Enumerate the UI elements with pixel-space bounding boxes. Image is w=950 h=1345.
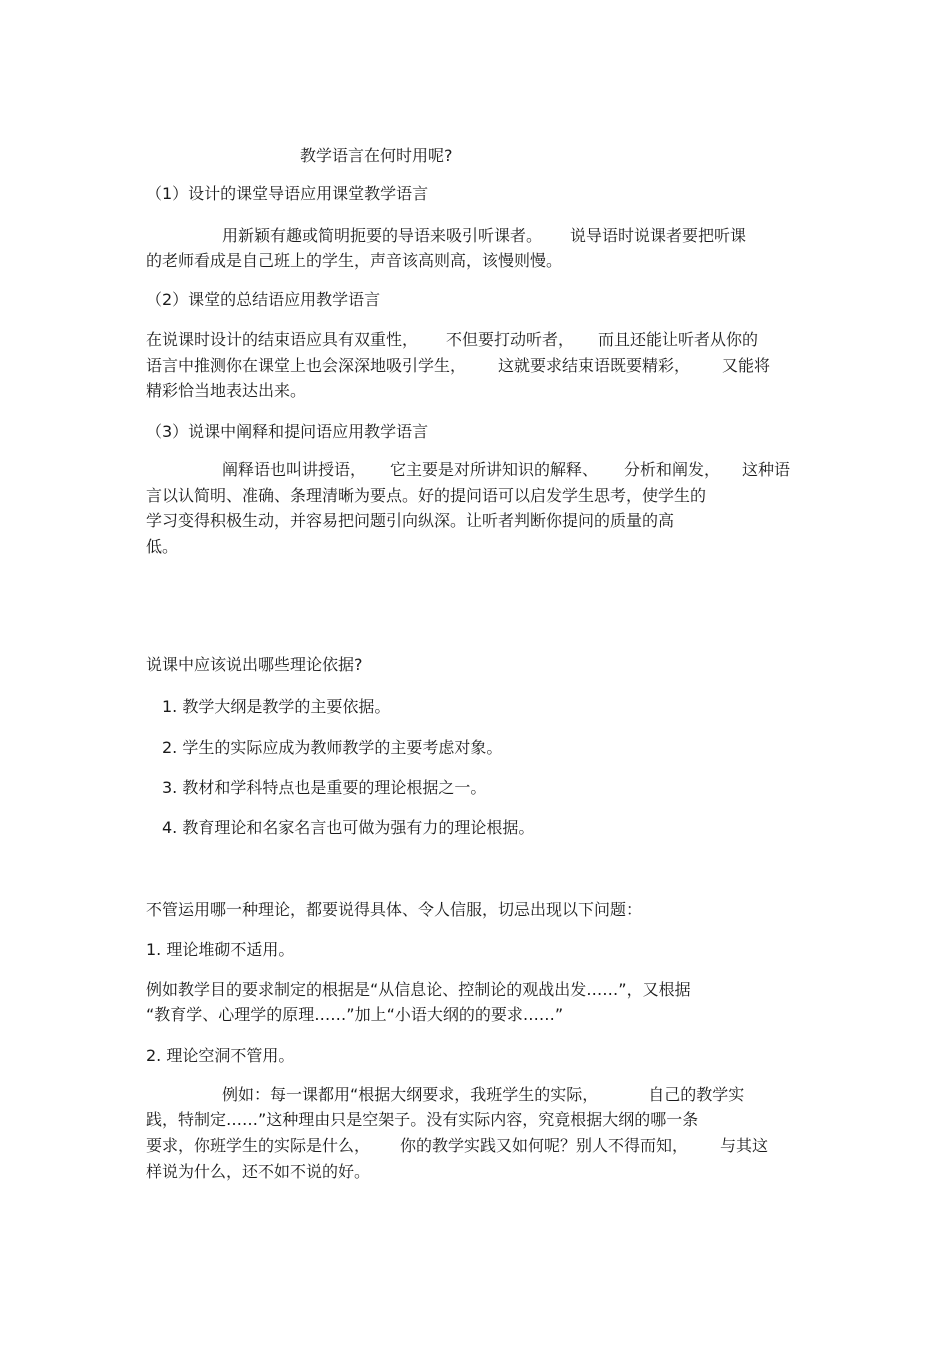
section-3-paragraph-line-2: 言以认简明、准确、条理清晰为要点。好的提问语可以启发学生思考，使学生的 (146, 486, 707, 505)
theory-list-item: 4. 教育理论和名家名言也可做为强有力的理论根据。 (162, 818, 535, 837)
theory-list-item: 2. 学生的实际应成为教师教学的主要考虑对象。 (162, 738, 503, 757)
problem-1-example-line-1: 例如教学目的要求制定的根据是“从信息论、控制论的观战出发……”，又根据 (146, 980, 691, 999)
text-segment: 在说课时设计的结束语应具有双重性， (146, 330, 419, 349)
section-2-paragraph-line-1 (146, 330, 758, 350)
problem-2-title: 2. 理论空洞不管用。 (146, 1046, 295, 1065)
section-3-paragraph-line-3: 学习变得积极生动，并容易把问题引向纵深。让听者判断你提问的质量的高 (146, 511, 675, 530)
section-1-paragraph-line-2: 的老师看成是自己班上的学生，声音该高则高，该慢则慢。 (146, 251, 563, 270)
text-segment: 要求，你班学生的实际是什么， (146, 1136, 371, 1155)
text-segment: 它主要是对所讲知识的解释、 (390, 460, 599, 479)
section-3-paragraph-line-1 (222, 460, 790, 480)
problem-2-example-line-3 (146, 1136, 768, 1156)
text-segment: 与其这 (720, 1136, 769, 1155)
section-2-paragraph-line-3: 精彩恰当地表达出来。 (146, 381, 307, 400)
problem-2-example-line-2: 践，特制定……”这种理由只是空架子。没有实际内容，究竟根据大纲的哪一条 (146, 1110, 699, 1129)
section-2-heading: （2）课堂的总结语应用教学语言 (146, 290, 381, 309)
text-segment: 例如：每一课都用“根据大纲要求，我班学生的实际， (222, 1085, 599, 1104)
problem-2-example-line-1 (222, 1085, 744, 1105)
text-segment: 分析和阐发， (624, 460, 721, 479)
section-3-paragraph-line-4: 低。 (146, 537, 179, 556)
text-segment: 不但要打动听者， (446, 330, 575, 349)
text-segment: 说导语时说课者要把听课 (570, 226, 747, 245)
text-segment: 你的教学实践又如何呢？别人不得而知， (400, 1136, 689, 1155)
problem-1-example-line-2: “教育学、心理学的原理……”加上“小语大纲的的要求……” (146, 1005, 564, 1024)
text-segment: 阐释语也叫讲授语， (222, 460, 367, 479)
text-segment: 这就要求结束语既要精彩， (498, 356, 691, 375)
text-segment: 自己的教学实 (648, 1085, 745, 1104)
problem-1-title: 1. 理论堆砌不适用。 (146, 940, 295, 959)
section-1-heading: （1）设计的课堂导语应用课堂教学语言 (146, 184, 429, 203)
section-1-paragraph-line-1 (222, 226, 746, 246)
text-segment: 而且还能让听者从你的 (598, 330, 759, 349)
section-3-heading: （3）说课中阐释和提问语应用教学语言 (146, 422, 429, 441)
text-segment: 用新颖有趣或简明扼要的导语来吸引听课者。 (222, 226, 543, 245)
theory-list-item: 1. 教学大纲是教学的主要依据。 (162, 697, 391, 716)
theory-question: 说课中应该说出哪些理论依据? (146, 655, 363, 674)
theory-list-item: 3. 教材和学科特点也是重要的理论根据之一。 (162, 778, 487, 797)
problem-2-example-line-4: 样说为什么，还不如不说的好。 (146, 1162, 371, 1181)
text-segment: 语言中推测你在课堂上也会深深地吸引学生， (146, 356, 467, 375)
section-2-paragraph-line-2 (146, 356, 770, 376)
problems-intro: 不管运用哪一种理论，都要说得具体、令人信服，切忌出现以下问题： (146, 900, 643, 919)
text-segment: 这种语 (742, 460, 791, 479)
text-segment: 又能将 (722, 356, 771, 375)
page-title: 教学语言在何时用呢? (300, 146, 453, 165)
